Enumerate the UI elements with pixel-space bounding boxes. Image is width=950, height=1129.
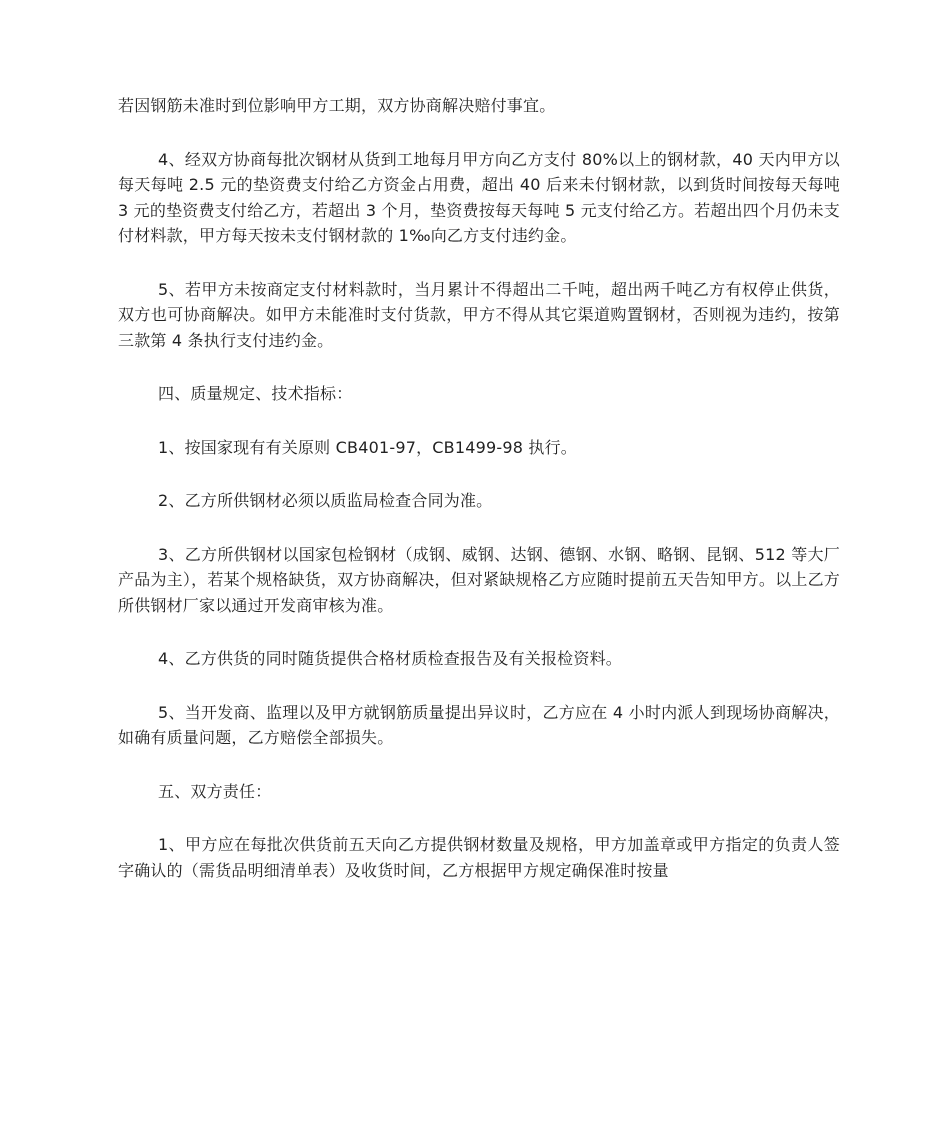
paragraph-quality-3: 3、乙方所供钢材以国家包检钢材（成钢、威钢、达钢、德钢、水钢、略钢、昆钢、512 等大厂产品为主），若某个规格缺货，双方协商解决，但对紧缺规格乙方应随时提前五天告知甲方。以上乙方所供钢材厂家以通过开发商审核为准。 [118,544,840,615]
paragraph-quality-5: 5、当开发商、监理以及甲方就钢筋质量提出异议时，乙方应在 4 小时内派人到现场协商解决，如确有质量问题，乙方赔偿全部损失。 [118,702,840,747]
paragraph-quality-2: 2、乙方所供钢材必须以质监局检查合同为准。 [158,491,493,510]
paragraph-quality-1: 1、按国家现有有关原则 CB401-97，CB1499-98 执行。 [158,437,577,457]
paragraph-clause-3-5: 5、若甲方未按商定支付材料款时，当月累计不得超出二千吨，超出两千吨乙方有权停止供货，双方也可协商解决。如甲方未能准时支付货款，甲方不得从其它渠道购置钢材，否则视为违约，按第三款第 4 条执行支付违约金。 [118,279,840,350]
document-page [118,93,840,911]
section-heading-quality: 四、质量规定、技术指标： [158,384,353,403]
paragraph-clause-3-4: 4、经双方协商每批次钢材从货到工地每月甲方向乙方支付 80%以上的钢材款，40 天内甲方以每天每吨 2.5 元的垫资费支付给乙方资金占用费，超出 40 后来未付钢材款，以到货时间按每天每吨 3 元的垫资费支付给乙方，若超出 3 个月，垫资费按每天每吨 5 元支付给乙方。若超出四个月仍未支付材料款，甲方每天按未支付钢材款的 1‰向乙方支付违约金。 [118,149,840,245]
paragraph-quality-4: 4、乙方供货的同时随货提供合格材质检查报告及有关报检资料。 [158,649,622,668]
paragraph-continuation: 若因钢筋未准时到位影响甲方工期，双方协商解决赔付事宜。 [118,96,556,115]
paragraph-responsibility-1: 1、甲方应在每批次供货前五天向乙方提供钢材数量及规格，甲方加盖章或甲方指定的负责人签字确认的（需货品明细清单表）及收货时间，乙方根据甲方规定确保准时按量 [118,835,840,880]
section-heading-responsibilities: 五、双方责任： [158,781,272,801]
